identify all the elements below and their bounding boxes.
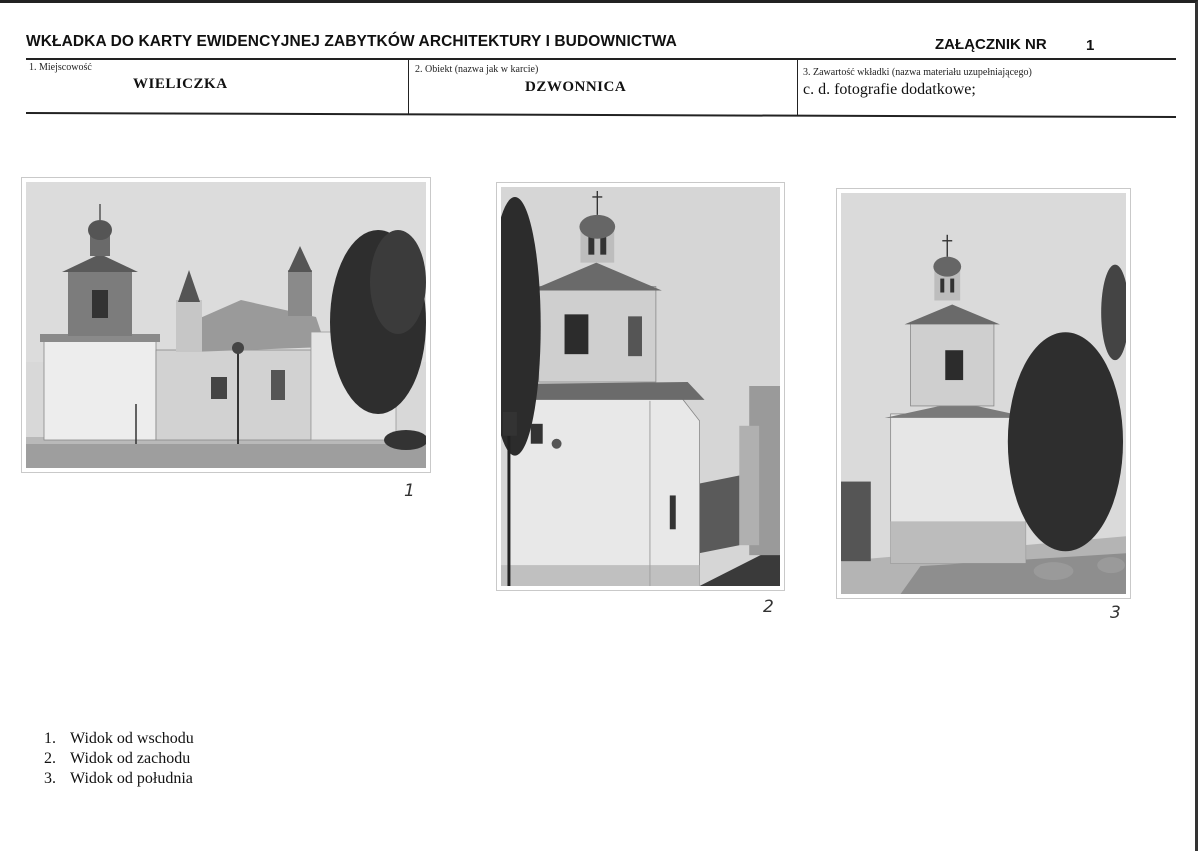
caption-number: 3. <box>44 770 56 787</box>
form-divider-1 <box>408 60 409 115</box>
photo-1-image <box>26 182 426 468</box>
caption-number: 2. <box>44 750 56 767</box>
field-object-value: DZWONNICA <box>525 79 627 95</box>
field-place-caption: 1. Miejscowość <box>29 62 92 73</box>
field-content-caption: 3. Zawartość wkładki (nazwa materiału uzupełniającego) <box>803 67 1032 78</box>
photo-1-number: 1 <box>404 481 415 501</box>
photo-3-number: 3 <box>1110 603 1121 623</box>
caption-item <box>44 729 194 749</box>
photo-2-image <box>501 187 780 586</box>
caption-text: Widok od wschodu <box>70 730 194 747</box>
photo-1 <box>21 177 431 473</box>
field-object-caption: 2. Obiekt (nazwa jak w karcie) <box>415 64 539 75</box>
form-top-rule <box>26 58 1176 60</box>
photo-2 <box>496 182 785 591</box>
attachment-number: 1 <box>1086 37 1095 54</box>
document-title: WKŁADKA DO KARTY EWIDENCYJNEJ ZABYTKÓW ARCHITEKTURY I BUDOWNICTWA <box>26 33 677 50</box>
field-content-value: c. d. fotografie dodatkowe; <box>803 81 976 98</box>
photo-3 <box>836 188 1131 599</box>
photo-caption-list <box>44 729 194 789</box>
caption-text: Widok od południa <box>70 770 193 787</box>
attachment-label: ZAŁĄCZNIK NR <box>935 36 1047 53</box>
field-place-value: WIELICZKA <box>133 76 228 92</box>
caption-item <box>44 749 194 769</box>
form-divider-2 <box>797 60 798 116</box>
photo-2-number: 2 <box>763 597 774 617</box>
caption-number: 1. <box>44 730 56 747</box>
caption-item <box>44 769 194 789</box>
photo-3-image <box>841 193 1126 594</box>
caption-text: Widok od zachodu <box>70 750 191 767</box>
